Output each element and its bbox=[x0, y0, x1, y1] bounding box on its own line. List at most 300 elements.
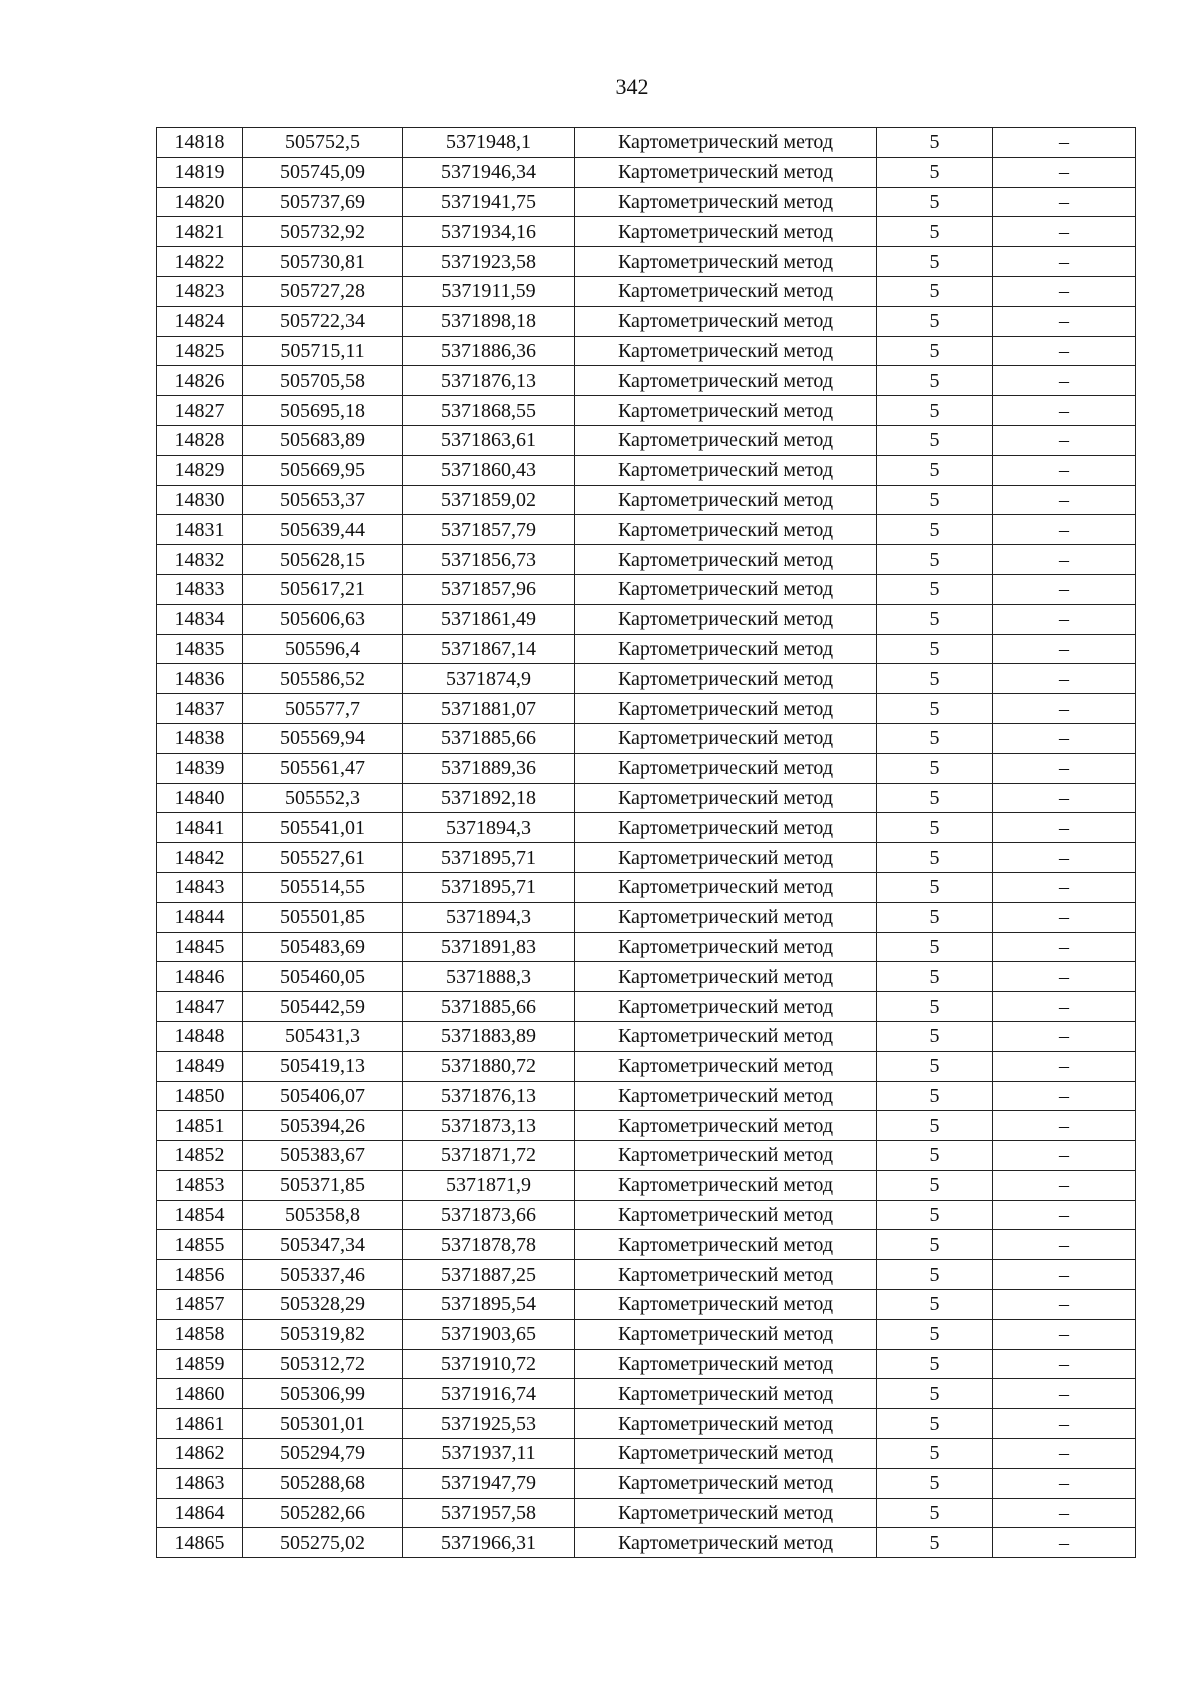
accuracy-cell: 5 bbox=[877, 217, 993, 247]
accuracy-cell: 5 bbox=[877, 902, 993, 932]
description-cell: – bbox=[993, 1111, 1136, 1141]
table-row bbox=[157, 753, 1136, 783]
y-coordinate-cell: 5371873,13 bbox=[403, 1111, 575, 1141]
x-coordinate-cell: 505312,72 bbox=[243, 1349, 403, 1379]
accuracy-cell: 5 bbox=[877, 1021, 993, 1051]
table-row bbox=[157, 962, 1136, 992]
y-coordinate-cell: 5371881,07 bbox=[403, 694, 575, 724]
description-cell: – bbox=[993, 366, 1136, 396]
description-cell: – bbox=[993, 574, 1136, 604]
table-row bbox=[157, 604, 1136, 634]
y-coordinate-cell: 5371891,83 bbox=[403, 932, 575, 962]
method-cell: Картометрический метод bbox=[575, 992, 877, 1022]
table-row bbox=[157, 872, 1136, 902]
y-coordinate-cell: 5371916,74 bbox=[403, 1379, 575, 1409]
y-coordinate-cell: 5371941,75 bbox=[403, 187, 575, 217]
table-row bbox=[157, 1349, 1136, 1379]
table-row bbox=[157, 574, 1136, 604]
x-coordinate-cell: 505737,69 bbox=[243, 187, 403, 217]
x-coordinate-cell: 505431,3 bbox=[243, 1021, 403, 1051]
point-number-cell: 14853 bbox=[157, 1170, 243, 1200]
method-cell: Картометрический метод bbox=[575, 157, 877, 187]
y-coordinate-cell: 5371898,18 bbox=[403, 306, 575, 336]
description-cell: – bbox=[993, 1200, 1136, 1230]
table-row bbox=[157, 1081, 1136, 1111]
y-coordinate-cell: 5371925,53 bbox=[403, 1409, 575, 1439]
point-number-cell: 14828 bbox=[157, 425, 243, 455]
table-row bbox=[157, 1528, 1136, 1558]
point-number-cell: 14827 bbox=[157, 396, 243, 426]
accuracy-cell: 5 bbox=[877, 1349, 993, 1379]
point-number-cell: 14833 bbox=[157, 574, 243, 604]
accuracy-cell: 5 bbox=[877, 1409, 993, 1439]
method-cell: Картометрический метод bbox=[575, 634, 877, 664]
y-coordinate-cell: 5371923,58 bbox=[403, 247, 575, 277]
y-coordinate-cell: 5371878,78 bbox=[403, 1230, 575, 1260]
y-coordinate-cell: 5371957,58 bbox=[403, 1498, 575, 1528]
description-cell: – bbox=[993, 128, 1136, 158]
description-cell: – bbox=[993, 1081, 1136, 1111]
x-coordinate-cell: 505669,95 bbox=[243, 455, 403, 485]
description-cell: – bbox=[993, 1319, 1136, 1349]
method-cell: Картометрический метод bbox=[575, 455, 877, 485]
method-cell: Картометрический метод bbox=[575, 306, 877, 336]
point-number-cell: 14842 bbox=[157, 843, 243, 873]
table-row bbox=[157, 1498, 1136, 1528]
method-cell: Картометрический метод bbox=[575, 366, 877, 396]
description-cell: – bbox=[993, 1230, 1136, 1260]
y-coordinate-cell: 5371966,31 bbox=[403, 1528, 575, 1558]
point-number-cell: 14847 bbox=[157, 992, 243, 1022]
page-number: 342 bbox=[615, 74, 649, 99]
method-cell: Картометрический метод bbox=[575, 813, 877, 843]
table-row bbox=[157, 992, 1136, 1022]
accuracy-cell: 5 bbox=[877, 753, 993, 783]
point-number-cell: 14825 bbox=[157, 336, 243, 366]
y-coordinate-cell: 5371859,02 bbox=[403, 485, 575, 515]
x-coordinate-cell: 505371,85 bbox=[243, 1170, 403, 1200]
table-row bbox=[157, 1319, 1136, 1349]
accuracy-cell: 5 bbox=[877, 694, 993, 724]
y-coordinate-cell: 5371876,13 bbox=[403, 1081, 575, 1111]
accuracy-cell: 5 bbox=[877, 306, 993, 336]
x-coordinate-cell: 505639,44 bbox=[243, 515, 403, 545]
description-cell: – bbox=[993, 1260, 1136, 1290]
description-cell: – bbox=[993, 545, 1136, 575]
method-cell: Картометрический метод bbox=[575, 1379, 877, 1409]
y-coordinate-cell: 5371880,72 bbox=[403, 1051, 575, 1081]
method-cell: Картометрический метод bbox=[575, 902, 877, 932]
accuracy-cell: 5 bbox=[877, 157, 993, 187]
y-coordinate-cell: 5371856,73 bbox=[403, 545, 575, 575]
method-cell: Картометрический метод bbox=[575, 574, 877, 604]
point-number-cell: 14855 bbox=[157, 1230, 243, 1260]
y-coordinate-cell: 5371886,36 bbox=[403, 336, 575, 366]
method-cell: Картометрический метод bbox=[575, 962, 877, 992]
table-row bbox=[157, 425, 1136, 455]
method-cell: Картометрический метод bbox=[575, 1230, 877, 1260]
x-coordinate-cell: 505705,58 bbox=[243, 366, 403, 396]
description-cell: – bbox=[993, 306, 1136, 336]
table-row bbox=[157, 1230, 1136, 1260]
point-number-cell: 14856 bbox=[157, 1260, 243, 1290]
x-coordinate-cell: 505561,47 bbox=[243, 753, 403, 783]
accuracy-cell: 5 bbox=[877, 396, 993, 426]
accuracy-cell: 5 bbox=[877, 276, 993, 306]
x-coordinate-cell: 505628,15 bbox=[243, 545, 403, 575]
accuracy-cell: 5 bbox=[877, 813, 993, 843]
description-cell: – bbox=[993, 515, 1136, 545]
x-coordinate-cell: 505695,18 bbox=[243, 396, 403, 426]
table-row bbox=[157, 157, 1136, 187]
point-number-cell: 14824 bbox=[157, 306, 243, 336]
point-number-cell: 14850 bbox=[157, 1081, 243, 1111]
accuracy-cell: 5 bbox=[877, 545, 993, 575]
accuracy-cell: 5 bbox=[877, 366, 993, 396]
accuracy-cell: 5 bbox=[877, 1439, 993, 1469]
accuracy-cell: 5 bbox=[877, 1319, 993, 1349]
point-number-cell: 14819 bbox=[157, 157, 243, 187]
point-number-cell: 14835 bbox=[157, 634, 243, 664]
description-cell: – bbox=[993, 872, 1136, 902]
accuracy-cell: 5 bbox=[877, 1260, 993, 1290]
description-cell: – bbox=[993, 634, 1136, 664]
table-row bbox=[157, 515, 1136, 545]
x-coordinate-cell: 505752,5 bbox=[243, 128, 403, 158]
table-row bbox=[157, 1170, 1136, 1200]
description-cell: – bbox=[993, 753, 1136, 783]
point-number-cell: 14857 bbox=[157, 1290, 243, 1320]
accuracy-cell: 5 bbox=[877, 634, 993, 664]
accuracy-cell: 5 bbox=[877, 843, 993, 873]
method-cell: Картометрический метод bbox=[575, 247, 877, 277]
accuracy-cell: 5 bbox=[877, 187, 993, 217]
method-cell: Картометрический метод bbox=[575, 1021, 877, 1051]
point-number-cell: 14840 bbox=[157, 783, 243, 813]
description-cell: – bbox=[993, 813, 1136, 843]
accuracy-cell: 5 bbox=[877, 1290, 993, 1320]
point-number-cell: 14861 bbox=[157, 1409, 243, 1439]
point-number-cell: 14821 bbox=[157, 217, 243, 247]
y-coordinate-cell: 5371903,65 bbox=[403, 1319, 575, 1349]
y-coordinate-cell: 5371894,3 bbox=[403, 813, 575, 843]
x-coordinate-cell: 505715,11 bbox=[243, 336, 403, 366]
description-cell: – bbox=[993, 992, 1136, 1022]
accuracy-cell: 5 bbox=[877, 604, 993, 634]
description-cell: – bbox=[993, 425, 1136, 455]
method-cell: Картометрический метод bbox=[575, 932, 877, 962]
method-cell: Картометрический метод bbox=[575, 604, 877, 634]
table-row bbox=[157, 336, 1136, 366]
point-number-cell: 14865 bbox=[157, 1528, 243, 1558]
accuracy-cell: 5 bbox=[877, 515, 993, 545]
y-coordinate-cell: 5371937,11 bbox=[403, 1439, 575, 1469]
method-cell: Картометрический метод bbox=[575, 1200, 877, 1230]
method-cell: Картометрический метод bbox=[575, 872, 877, 902]
x-coordinate-cell: 505596,4 bbox=[243, 634, 403, 664]
x-coordinate-cell: 505275,02 bbox=[243, 1528, 403, 1558]
accuracy-cell: 5 bbox=[877, 1528, 993, 1558]
table-row bbox=[157, 187, 1136, 217]
y-coordinate-cell: 5371887,25 bbox=[403, 1260, 575, 1290]
point-number-cell: 14830 bbox=[157, 485, 243, 515]
y-coordinate-cell: 5371892,18 bbox=[403, 783, 575, 813]
y-coordinate-cell: 5371883,89 bbox=[403, 1021, 575, 1051]
point-number-cell: 14832 bbox=[157, 545, 243, 575]
y-coordinate-cell: 5371895,71 bbox=[403, 843, 575, 873]
x-coordinate-cell: 505419,13 bbox=[243, 1051, 403, 1081]
point-number-cell: 14845 bbox=[157, 932, 243, 962]
accuracy-cell: 5 bbox=[877, 932, 993, 962]
y-coordinate-cell: 5371946,34 bbox=[403, 157, 575, 187]
y-coordinate-cell: 5371948,1 bbox=[403, 128, 575, 158]
table-row bbox=[157, 1260, 1136, 1290]
accuracy-cell: 5 bbox=[877, 664, 993, 694]
method-cell: Картометрический метод bbox=[575, 1498, 877, 1528]
x-coordinate-cell: 505337,46 bbox=[243, 1260, 403, 1290]
description-cell: – bbox=[993, 1409, 1136, 1439]
coordinates-table bbox=[156, 127, 1136, 1558]
description-cell: – bbox=[993, 187, 1136, 217]
y-coordinate-cell: 5371874,9 bbox=[403, 664, 575, 694]
description-cell: – bbox=[993, 723, 1136, 753]
point-number-cell: 14862 bbox=[157, 1439, 243, 1469]
accuracy-cell: 5 bbox=[877, 1230, 993, 1260]
x-coordinate-cell: 505552,3 bbox=[243, 783, 403, 813]
description-cell: – bbox=[993, 336, 1136, 366]
x-coordinate-cell: 505541,01 bbox=[243, 813, 403, 843]
point-number-cell: 14839 bbox=[157, 753, 243, 783]
method-cell: Картометрический метод bbox=[575, 515, 877, 545]
y-coordinate-cell: 5371947,79 bbox=[403, 1468, 575, 1498]
x-coordinate-cell: 505501,85 bbox=[243, 902, 403, 932]
y-coordinate-cell: 5371873,66 bbox=[403, 1200, 575, 1230]
point-number-cell: 14834 bbox=[157, 604, 243, 634]
table-row bbox=[157, 932, 1136, 962]
x-coordinate-cell: 505294,79 bbox=[243, 1439, 403, 1469]
x-coordinate-cell: 505683,89 bbox=[243, 425, 403, 455]
y-coordinate-cell: 5371885,66 bbox=[403, 992, 575, 1022]
table-row bbox=[157, 1409, 1136, 1439]
method-cell: Картометрический метод bbox=[575, 276, 877, 306]
y-coordinate-cell: 5371876,13 bbox=[403, 366, 575, 396]
table-row bbox=[157, 455, 1136, 485]
description-cell: – bbox=[993, 843, 1136, 873]
accuracy-cell: 5 bbox=[877, 962, 993, 992]
table-row bbox=[157, 1111, 1136, 1141]
table-row bbox=[157, 1200, 1136, 1230]
description-cell: – bbox=[993, 783, 1136, 813]
y-coordinate-cell: 5371857,79 bbox=[403, 515, 575, 545]
table-row bbox=[157, 247, 1136, 277]
method-cell: Картометрический метод bbox=[575, 217, 877, 247]
accuracy-cell: 5 bbox=[877, 1170, 993, 1200]
point-number-cell: 14836 bbox=[157, 664, 243, 694]
point-number-cell: 14846 bbox=[157, 962, 243, 992]
point-number-cell: 14860 bbox=[157, 1379, 243, 1409]
method-cell: Картометрический метод bbox=[575, 694, 877, 724]
method-cell: Картометрический метод bbox=[575, 664, 877, 694]
x-coordinate-cell: 505460,05 bbox=[243, 962, 403, 992]
y-coordinate-cell: 5371861,49 bbox=[403, 604, 575, 634]
description-cell: – bbox=[993, 455, 1136, 485]
x-coordinate-cell: 505282,66 bbox=[243, 1498, 403, 1528]
y-coordinate-cell: 5371868,55 bbox=[403, 396, 575, 426]
description-cell: – bbox=[993, 157, 1136, 187]
method-cell: Картометрический метод bbox=[575, 1081, 877, 1111]
x-coordinate-cell: 505406,07 bbox=[243, 1081, 403, 1111]
y-coordinate-cell: 5371888,3 bbox=[403, 962, 575, 992]
accuracy-cell: 5 bbox=[877, 425, 993, 455]
method-cell: Картометрический метод bbox=[575, 753, 877, 783]
x-coordinate-cell: 505527,61 bbox=[243, 843, 403, 873]
accuracy-cell: 5 bbox=[877, 992, 993, 1022]
description-cell: – bbox=[993, 1379, 1136, 1409]
description-cell: – bbox=[993, 1290, 1136, 1320]
y-coordinate-cell: 5371889,36 bbox=[403, 753, 575, 783]
table-row bbox=[157, 545, 1136, 575]
description-cell: – bbox=[993, 1141, 1136, 1171]
accuracy-cell: 5 bbox=[877, 872, 993, 902]
y-coordinate-cell: 5371867,14 bbox=[403, 634, 575, 664]
table-row bbox=[157, 783, 1136, 813]
description-cell: – bbox=[993, 694, 1136, 724]
x-coordinate-cell: 505617,21 bbox=[243, 574, 403, 604]
point-number-cell: 14837 bbox=[157, 694, 243, 724]
table-row bbox=[157, 1468, 1136, 1498]
x-coordinate-cell: 505301,01 bbox=[243, 1409, 403, 1439]
point-number-cell: 14831 bbox=[157, 515, 243, 545]
table-row bbox=[157, 396, 1136, 426]
accuracy-cell: 5 bbox=[877, 455, 993, 485]
x-coordinate-cell: 505306,99 bbox=[243, 1379, 403, 1409]
y-coordinate-cell: 5371934,16 bbox=[403, 217, 575, 247]
table-row bbox=[157, 1379, 1136, 1409]
table-row bbox=[157, 694, 1136, 724]
method-cell: Картометрический метод bbox=[575, 1051, 877, 1081]
x-coordinate-cell: 505442,59 bbox=[243, 992, 403, 1022]
table-row bbox=[157, 634, 1136, 664]
description-cell: – bbox=[993, 396, 1136, 426]
x-coordinate-cell: 505319,82 bbox=[243, 1319, 403, 1349]
table-row bbox=[157, 366, 1136, 396]
accuracy-cell: 5 bbox=[877, 247, 993, 277]
method-cell: Картометрический метод bbox=[575, 1528, 877, 1558]
description-cell: – bbox=[993, 1528, 1136, 1558]
method-cell: Картометрический метод bbox=[575, 723, 877, 753]
x-coordinate-cell: 505569,94 bbox=[243, 723, 403, 753]
accuracy-cell: 5 bbox=[877, 1200, 993, 1230]
x-coordinate-cell: 505288,68 bbox=[243, 1468, 403, 1498]
x-coordinate-cell: 505722,34 bbox=[243, 306, 403, 336]
x-coordinate-cell: 505514,55 bbox=[243, 872, 403, 902]
method-cell: Картометрический метод bbox=[575, 545, 877, 575]
point-number-cell: 14852 bbox=[157, 1141, 243, 1171]
table-row bbox=[157, 1021, 1136, 1051]
point-number-cell: 14843 bbox=[157, 872, 243, 902]
description-cell: – bbox=[993, 1170, 1136, 1200]
method-cell: Картометрический метод bbox=[575, 1319, 877, 1349]
method-cell: Картометрический метод bbox=[575, 1439, 877, 1469]
table-row bbox=[157, 485, 1136, 515]
description-cell: – bbox=[993, 1051, 1136, 1081]
method-cell: Картометрический метод bbox=[575, 1409, 877, 1439]
accuracy-cell: 5 bbox=[877, 1498, 993, 1528]
table-row bbox=[157, 128, 1136, 158]
accuracy-cell: 5 bbox=[877, 485, 993, 515]
method-cell: Картометрический метод bbox=[575, 1141, 877, 1171]
point-number-cell: 14820 bbox=[157, 187, 243, 217]
description-cell: – bbox=[993, 485, 1136, 515]
x-coordinate-cell: 505653,37 bbox=[243, 485, 403, 515]
table-row bbox=[157, 664, 1136, 694]
description-cell: – bbox=[993, 276, 1136, 306]
point-number-cell: 14822 bbox=[157, 247, 243, 277]
x-coordinate-cell: 505328,29 bbox=[243, 1290, 403, 1320]
x-coordinate-cell: 505358,8 bbox=[243, 1200, 403, 1230]
description-cell: – bbox=[993, 247, 1136, 277]
accuracy-cell: 5 bbox=[877, 1141, 993, 1171]
point-number-cell: 14818 bbox=[157, 128, 243, 158]
x-coordinate-cell: 505394,26 bbox=[243, 1111, 403, 1141]
description-cell: – bbox=[993, 932, 1136, 962]
table-row bbox=[157, 1439, 1136, 1469]
point-number-cell: 14854 bbox=[157, 1200, 243, 1230]
accuracy-cell: 5 bbox=[877, 1051, 993, 1081]
x-coordinate-cell: 505606,63 bbox=[243, 604, 403, 634]
table-row bbox=[157, 723, 1136, 753]
description-cell: – bbox=[993, 604, 1136, 634]
method-cell: Картометрический метод bbox=[575, 1260, 877, 1290]
method-cell: Картометрический метод bbox=[575, 843, 877, 873]
y-coordinate-cell: 5371857,96 bbox=[403, 574, 575, 604]
x-coordinate-cell: 505347,34 bbox=[243, 1230, 403, 1260]
table-row bbox=[157, 1290, 1136, 1320]
accuracy-cell: 5 bbox=[877, 1081, 993, 1111]
x-coordinate-cell: 505483,69 bbox=[243, 932, 403, 962]
table-row bbox=[157, 217, 1136, 247]
method-cell: Картометрический метод bbox=[575, 1170, 877, 1200]
table-row bbox=[157, 276, 1136, 306]
x-coordinate-cell: 505730,81 bbox=[243, 247, 403, 277]
y-coordinate-cell: 5371863,61 bbox=[403, 425, 575, 455]
table-row bbox=[157, 902, 1136, 932]
point-number-cell: 14849 bbox=[157, 1051, 243, 1081]
accuracy-cell: 5 bbox=[877, 336, 993, 366]
accuracy-cell: 5 bbox=[877, 128, 993, 158]
x-coordinate-cell: 505383,67 bbox=[243, 1141, 403, 1171]
method-cell: Картометрический метод bbox=[575, 1290, 877, 1320]
method-cell: Картометрический метод bbox=[575, 336, 877, 366]
x-coordinate-cell: 505586,52 bbox=[243, 664, 403, 694]
description-cell: – bbox=[993, 217, 1136, 247]
x-coordinate-cell: 505732,92 bbox=[243, 217, 403, 247]
x-coordinate-cell: 505745,09 bbox=[243, 157, 403, 187]
point-number-cell: 14851 bbox=[157, 1111, 243, 1141]
description-cell: – bbox=[993, 1021, 1136, 1051]
y-coordinate-cell: 5371895,71 bbox=[403, 872, 575, 902]
accuracy-cell: 5 bbox=[877, 1468, 993, 1498]
y-coordinate-cell: 5371910,72 bbox=[403, 1349, 575, 1379]
table-row bbox=[157, 843, 1136, 873]
point-number-cell: 14826 bbox=[157, 366, 243, 396]
point-number-cell: 14841 bbox=[157, 813, 243, 843]
x-coordinate-cell: 505727,28 bbox=[243, 276, 403, 306]
method-cell: Картометрический метод bbox=[575, 396, 877, 426]
accuracy-cell: 5 bbox=[877, 1379, 993, 1409]
y-coordinate-cell: 5371894,3 bbox=[403, 902, 575, 932]
method-cell: Картометрический метод bbox=[575, 1468, 877, 1498]
